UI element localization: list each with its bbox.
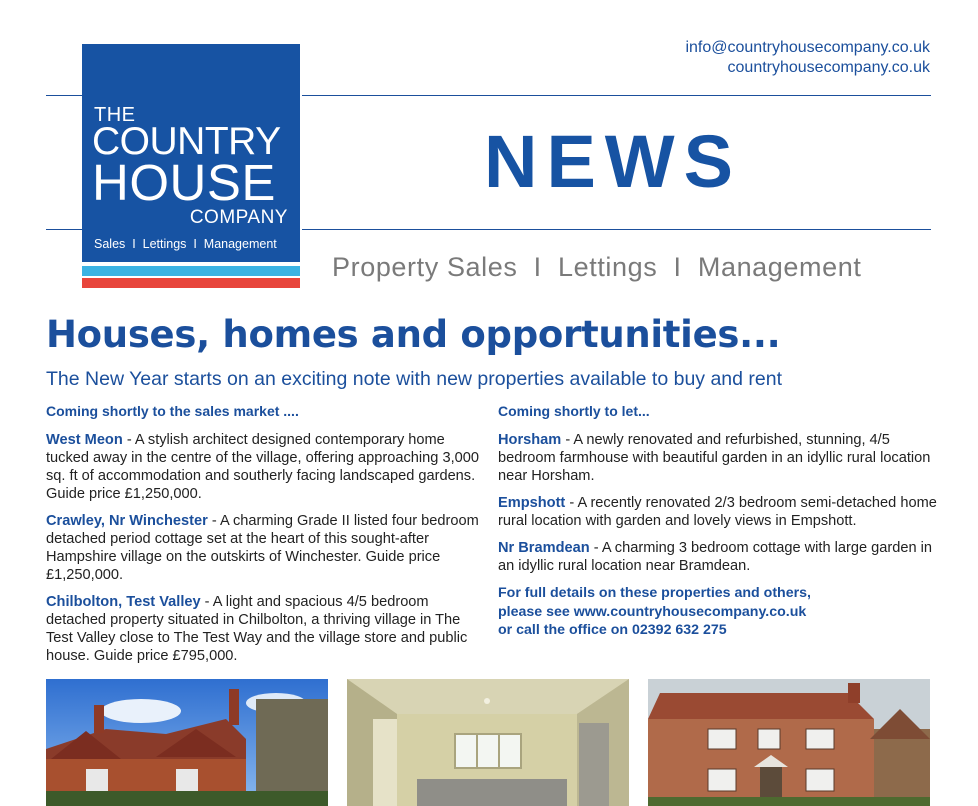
logo-stripe-red	[82, 278, 300, 288]
cta-website-link[interactable]: please see www.countryhousecompany.co.uk	[498, 603, 807, 620]
masthead-title: NEWS	[484, 120, 742, 203]
listing-item	[46, 593, 486, 665]
property-photo-cottage	[46, 679, 328, 806]
listing-item	[46, 512, 486, 584]
sales-column	[46, 402, 486, 674]
logo-house-text: HOUSE	[92, 154, 276, 211]
listing-location: Crawley, Nr Winchester	[46, 513, 208, 529]
sales-heading: Coming shortly to the sales market ....	[46, 403, 299, 419]
listing-text: - A light and spacious 4/5 bedroom detached property situated in Chilbolton, a thriving village in The Test Valley close to The Test Way and the village store and public house. Guide price £795,000.	[46, 594, 468, 664]
listing-location: Nr Bramdean	[498, 540, 590, 556]
website-link[interactable]: countryhousecompany.co.uk	[727, 59, 930, 76]
email-link[interactable]: info@countryhousecompany.co.uk	[685, 39, 930, 56]
header-rule-top-left	[46, 95, 82, 96]
listing-item	[498, 494, 938, 530]
logo-country-text: COUNTRY	[92, 120, 281, 163]
listing-text: - A stylish architect designed contemporary home tucked away in the centre of the village, offering approaching 3,000 sq. ft of accommodation and southerly facing landscaped gardens. Guide price £1,250,000.	[46, 432, 479, 502]
header-rule-bottom-left	[46, 229, 82, 230]
listing-item	[498, 539, 938, 575]
article-headline: Houses, homes and opportunities...	[46, 313, 781, 356]
property-photo-farmhouse	[648, 679, 930, 806]
contact-block	[685, 38, 930, 78]
listing-location: Empshott	[498, 495, 566, 511]
listing-text: - A recently renovated 2/3 bedroom semi-detached home rural location with garden and lovely views in Empshott.	[498, 495, 937, 529]
listing-text: - A charming Grade II listed four bedroom detached period cottage set at the heart of this sought-after Hampshire village on the outskirts of Winchester. Guide price £1,250,000.	[46, 513, 479, 583]
listing-location: Chilbolton, Test Valley	[46, 594, 201, 610]
logo-company-text: COMPANY	[189, 207, 288, 228]
company-logo	[82, 44, 300, 288]
cta-phone[interactable]: or call the office on 02392 632 275	[498, 622, 727, 638]
logo-the-text: THE	[94, 104, 136, 126]
services-line: Property Sales I Lettings I Management	[332, 252, 862, 282]
lettings-heading: Coming shortly to let...	[498, 403, 650, 419]
listing-item	[498, 431, 938, 485]
logo-tagline: Sales I Lettings I Management	[94, 237, 277, 251]
property-photo-interior	[347, 679, 629, 806]
listing-location: West Meon	[46, 432, 123, 448]
call-to-action	[498, 584, 938, 640]
logo-stripe-cyan	[82, 266, 300, 276]
header-rule-bottom-right	[302, 229, 931, 230]
listing-item	[46, 431, 486, 503]
header-rule-top-right	[302, 95, 931, 96]
listing-text: - A charming 3 bedroom cottage with large garden in an idyllic rural location near Bramdean.	[498, 540, 932, 574]
listing-location: Horsham	[498, 432, 562, 448]
cta-line: For full details on these properties and others,	[498, 585, 811, 601]
lettings-column	[498, 402, 938, 640]
article-subheadline: The New Year starts on an exciting note with new properties available to buy and rent	[46, 368, 783, 390]
listing-text: - A newly renovated and refurbished, stunning, 4/5 bedroom farmhouse with beautiful garden in an idyllic rural location near Horsham.	[498, 432, 931, 484]
